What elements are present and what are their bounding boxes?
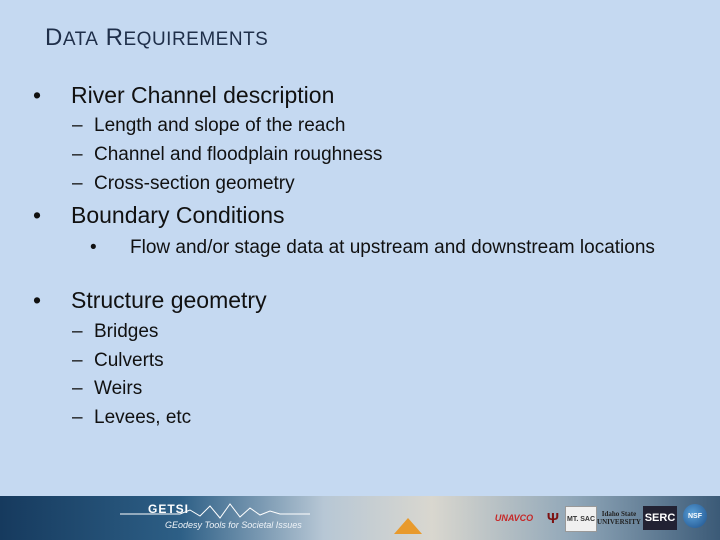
title-initial-r: R	[105, 24, 124, 51]
bullet-glyph: •	[33, 202, 42, 228]
idaho-line2: UNIVERSITY	[597, 518, 641, 526]
bullet-label: Structure geometry	[71, 287, 267, 313]
mt-sac-logo: MT. SAC	[565, 506, 597, 532]
subitem-roughness	[72, 144, 382, 166]
dash-glyph: –	[72, 321, 83, 342]
dash-glyph: –	[72, 378, 83, 399]
title-rest-ata: ATA	[62, 29, 99, 50]
unavco-logo: UNAVCO	[494, 513, 534, 523]
footer-banner	[0, 496, 720, 540]
idaho-state-logo	[598, 506, 640, 530]
getsi-tagline: GEodesy Tools for Societal Issues	[165, 520, 302, 530]
slide-title	[45, 24, 268, 52]
subitem-bridges	[72, 321, 158, 343]
tent-graphic	[390, 514, 430, 534]
dash-glyph: –	[72, 350, 83, 371]
subitem-label: Weirs	[94, 378, 143, 399]
serc-logo: SERC	[643, 506, 677, 530]
subitem-flow-stage	[90, 236, 670, 259]
bullet-boundary-conditions	[33, 202, 285, 229]
iu-logo: Ψ	[546, 509, 560, 527]
title-rest-equirements: EQUIREMENTS	[123, 29, 269, 50]
subitem-label: Channel and floodplain roughness	[94, 144, 383, 165]
bullet-glyph: •	[33, 82, 42, 108]
idaho-line1: Idaho State	[601, 510, 637, 518]
dash-glyph: –	[72, 407, 83, 428]
getsi-logo: GETSI	[148, 502, 190, 516]
subitem-cross-section	[72, 173, 295, 195]
subitem-label: Flow and/or stage data at upstream and downstream locations	[130, 237, 655, 258]
dash-glyph: –	[72, 173, 83, 194]
title-initial-d: D	[45, 24, 63, 51]
dash-glyph: –	[72, 144, 83, 165]
subitem-culverts	[72, 350, 164, 372]
subitem-label: Levees, etc	[94, 407, 192, 428]
subitem-length-slope	[72, 115, 345, 137]
bullet-label: Boundary Conditions	[71, 202, 285, 228]
nsf-logo: NSF	[683, 504, 707, 528]
bullet-glyph: •	[90, 237, 97, 258]
subitem-label: Bridges	[94, 321, 159, 342]
subitem-label: Culverts	[94, 350, 164, 371]
subitem-weirs	[72, 378, 142, 400]
subitem-label: Cross-section geometry	[94, 173, 295, 194]
bullet-river-channel	[33, 82, 334, 109]
bullet-label: River Channel description	[71, 82, 335, 108]
bullet-glyph: •	[33, 287, 42, 313]
dash-glyph: –	[72, 115, 83, 136]
bullet-structure-geometry	[33, 287, 267, 314]
subitem-label: Length and slope of the reach	[94, 115, 346, 136]
subitem-levees	[72, 407, 191, 429]
